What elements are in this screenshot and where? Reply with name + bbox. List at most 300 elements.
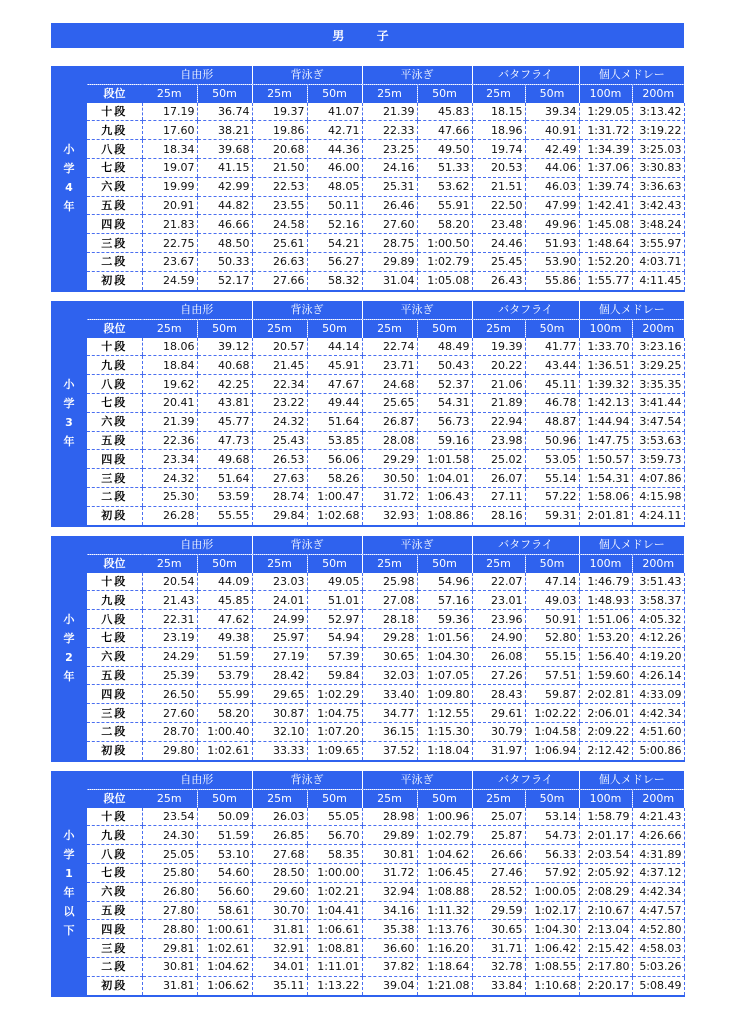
- table-row: [51, 976, 684, 995]
- time-cell: 1:02.29: [307, 685, 362, 704]
- time-cell: 2:10.67: [579, 901, 632, 920]
- level-label: 七段: [87, 158, 142, 177]
- time-cell: 1:21.08: [417, 976, 472, 995]
- time-cell: 53.79: [197, 666, 252, 685]
- time-cell: 22.36: [142, 431, 197, 450]
- time-cell: 40.68: [197, 356, 252, 375]
- time-cell: 1:13.76: [417, 920, 472, 939]
- time-cell: 59.84: [307, 666, 362, 685]
- level-label: 六段: [87, 412, 142, 431]
- distance-header: 100m: [579, 319, 632, 337]
- table-row: [51, 252, 684, 271]
- time-cell: 25.80: [142, 863, 197, 882]
- time-cell: 23.98: [472, 431, 525, 450]
- time-cell: 1:50.57: [579, 450, 632, 469]
- time-cell: 44.82: [197, 196, 252, 215]
- time-cell: 19.86: [252, 121, 307, 140]
- time-cell: 58.26: [307, 469, 362, 488]
- table-row: [51, 808, 684, 826]
- table-row: [51, 882, 684, 901]
- time-cell: 55.14: [525, 469, 579, 488]
- time-cell: 55.91: [417, 196, 472, 215]
- level-label: 七段: [87, 863, 142, 882]
- stroke-header: バタフライ: [472, 771, 579, 789]
- time-cell: 25.30: [142, 487, 197, 506]
- time-cell: 3:23.16: [632, 338, 684, 356]
- time-cell: 1:42.41: [579, 196, 632, 215]
- level-label: 初段: [87, 506, 142, 525]
- level-label: 五段: [87, 666, 142, 685]
- level-label: 九段: [87, 121, 142, 140]
- time-cell: 3:30.83: [632, 158, 684, 177]
- time-cell: 1:46.79: [579, 573, 632, 591]
- time-cell: 47.66: [417, 121, 472, 140]
- time-cell: 32.91: [252, 939, 307, 958]
- grade-label-char: 学: [63, 631, 75, 645]
- time-cell: 57.39: [307, 647, 362, 666]
- standards-table: [51, 66, 685, 292]
- grade-label-char: 下: [63, 923, 75, 937]
- time-cell: 3:19.22: [632, 121, 684, 140]
- grade-section: [51, 536, 684, 762]
- time-cell: 30.50: [362, 469, 417, 488]
- time-cell: 39.12: [197, 338, 252, 356]
- distance-header: 25m: [362, 789, 417, 807]
- time-cell: 1:31.72: [579, 121, 632, 140]
- time-cell: 26.08: [472, 647, 525, 666]
- distance-header: 50m: [417, 789, 472, 807]
- time-cell: 23.34: [142, 450, 197, 469]
- time-cell: 2:15.42: [579, 939, 632, 958]
- time-cell: 31.81: [252, 920, 307, 939]
- time-cell: 4:42.34: [632, 882, 684, 901]
- time-cell: 21.51: [472, 177, 525, 196]
- distance-header: 25m: [142, 84, 197, 102]
- stroke-header: 背泳ぎ: [252, 771, 362, 789]
- level-label: 九段: [87, 826, 142, 845]
- time-cell: 4:47.57: [632, 901, 684, 920]
- stroke-header: 背泳ぎ: [252, 301, 362, 319]
- header-row-strokes: [51, 301, 684, 319]
- time-cell: 2:02.81: [579, 685, 632, 704]
- time-cell: 1:04.62: [417, 845, 472, 864]
- table-row: [51, 412, 684, 431]
- time-cell: 56.06: [307, 450, 362, 469]
- time-cell: 52.97: [307, 610, 362, 629]
- time-cell: 22.31: [142, 610, 197, 629]
- distance-header: 100m: [579, 554, 632, 572]
- time-cell: 1:54.31: [579, 469, 632, 488]
- level-label: 七段: [87, 628, 142, 647]
- time-cell: 57.22: [525, 487, 579, 506]
- time-cell: 30.81: [142, 957, 197, 976]
- time-cell: 25.98: [362, 573, 417, 591]
- time-cell: 28.52: [472, 882, 525, 901]
- time-cell: 20.68: [252, 140, 307, 159]
- time-cell: 54.94: [307, 628, 362, 647]
- table-row: [51, 234, 684, 253]
- time-cell: 19.74: [472, 140, 525, 159]
- table-row: [51, 177, 684, 196]
- time-cell: 27.11: [472, 487, 525, 506]
- stroke-header: 背泳ぎ: [252, 66, 362, 84]
- time-cell: 28.74: [252, 487, 307, 506]
- table-row: [51, 722, 684, 741]
- time-cell: 56.27: [307, 252, 362, 271]
- time-cell: 59.36: [417, 610, 472, 629]
- time-cell: 1:02.79: [417, 252, 472, 271]
- time-cell: 3:55.97: [632, 234, 684, 253]
- time-cell: 35.38: [362, 920, 417, 939]
- time-cell: 28.70: [142, 722, 197, 741]
- time-cell: 4:33.09: [632, 685, 684, 704]
- time-cell: 56.33: [525, 845, 579, 864]
- time-cell: 1:00.05: [525, 882, 579, 901]
- time-cell: 5:00.86: [632, 741, 684, 760]
- table-row: [51, 393, 684, 412]
- table-row: [51, 469, 684, 488]
- time-cell: 22.07: [472, 573, 525, 591]
- time-cell: 23.54: [142, 808, 197, 826]
- table-row: [51, 121, 684, 140]
- time-cell: 26.63: [252, 252, 307, 271]
- level-label: 三段: [87, 704, 142, 723]
- time-cell: 24.59: [142, 271, 197, 290]
- time-cell: 21.89: [472, 393, 525, 412]
- distance-header: 25m: [142, 319, 197, 337]
- time-cell: 29.65: [252, 685, 307, 704]
- time-cell: 1:04.75: [307, 704, 362, 723]
- time-cell: 1:07.05: [417, 666, 472, 685]
- time-cell: 24.90: [472, 628, 525, 647]
- level-label: 二段: [87, 487, 142, 506]
- distance-header: 25m: [252, 319, 307, 337]
- time-cell: 1:02.22: [525, 704, 579, 723]
- time-cell: 1:18.64: [417, 957, 472, 976]
- time-cell: 27.66: [252, 271, 307, 290]
- time-cell: 30.87: [252, 704, 307, 723]
- time-cell: 20.22: [472, 356, 525, 375]
- level-label: 六段: [87, 882, 142, 901]
- time-cell: 25.31: [362, 177, 417, 196]
- time-cell: 24.32: [142, 469, 197, 488]
- time-cell: 51.33: [417, 158, 472, 177]
- time-cell: 32.93: [362, 506, 417, 525]
- time-cell: 59.16: [417, 431, 472, 450]
- level-label: 八段: [87, 845, 142, 864]
- time-cell: 23.71: [362, 356, 417, 375]
- time-cell: 28.75: [362, 234, 417, 253]
- level-label: 六段: [87, 647, 142, 666]
- time-cell: 48.05: [307, 177, 362, 196]
- level-label: 八段: [87, 375, 142, 394]
- time-cell: 46.00: [307, 158, 362, 177]
- time-cell: 21.50: [252, 158, 307, 177]
- distance-header: 100m: [579, 84, 632, 102]
- time-cell: 26.80: [142, 882, 197, 901]
- distance-header: 50m: [307, 84, 362, 102]
- time-cell: 40.91: [525, 121, 579, 140]
- time-cell: 25.39: [142, 666, 197, 685]
- time-cell: 24.58: [252, 215, 307, 234]
- time-cell: 28.18: [362, 610, 417, 629]
- distance-header: 25m: [362, 84, 417, 102]
- time-cell: 29.60: [252, 882, 307, 901]
- table-row: [51, 920, 684, 939]
- time-cell: 2:13.04: [579, 920, 632, 939]
- time-cell: 22.75: [142, 234, 197, 253]
- time-cell: 1:08.81: [307, 939, 362, 958]
- time-cell: 52.16: [307, 215, 362, 234]
- time-cell: 1:47.75: [579, 431, 632, 450]
- time-cell: 24.46: [472, 234, 525, 253]
- table-row: [51, 431, 684, 450]
- grade-label-char: 1: [65, 866, 73, 880]
- time-cell: 51.59: [197, 826, 252, 845]
- grade-label: [51, 771, 87, 996]
- time-cell: 3:58.37: [632, 591, 684, 610]
- time-cell: 45.11: [525, 375, 579, 394]
- time-cell: 41.07: [307, 103, 362, 121]
- time-cell: 50.11: [307, 196, 362, 215]
- time-cell: 18.06: [142, 338, 197, 356]
- time-cell: 4:12.26: [632, 628, 684, 647]
- time-cell: 1:04.30: [525, 920, 579, 939]
- time-cell: 30.65: [472, 920, 525, 939]
- time-cell: 25.05: [142, 845, 197, 864]
- time-cell: 24.16: [362, 158, 417, 177]
- time-cell: 20.53: [472, 158, 525, 177]
- time-cell: 39.04: [362, 976, 417, 995]
- time-cell: 22.34: [252, 375, 307, 394]
- time-cell: 4:26.66: [632, 826, 684, 845]
- header-blank: [87, 66, 142, 84]
- time-cell: 28.98: [362, 808, 417, 826]
- time-cell: 1:59.60: [579, 666, 632, 685]
- time-cell: 1:55.77: [579, 271, 632, 290]
- time-cell: 3:41.44: [632, 393, 684, 412]
- time-cell: 47.67: [307, 375, 362, 394]
- grade-label-char: 年: [63, 669, 75, 683]
- time-cell: 26.87: [362, 412, 417, 431]
- stroke-header: 個人メドレー: [579, 771, 684, 789]
- header-blank: [87, 536, 142, 554]
- time-cell: 23.22: [252, 393, 307, 412]
- distance-header: 100m: [579, 789, 632, 807]
- stroke-header: 自由形: [142, 66, 252, 84]
- table-row: [51, 741, 684, 760]
- grade-label-char: 年: [63, 199, 75, 213]
- level-label: 三段: [87, 234, 142, 253]
- stroke-header: 平泳ぎ: [362, 301, 472, 319]
- distance-header: 50m: [525, 789, 579, 807]
- grade-label-char: 年: [63, 434, 75, 448]
- grade-label: [51, 536, 87, 761]
- time-cell: 4:03.71: [632, 252, 684, 271]
- time-cell: 47.73: [197, 431, 252, 450]
- distance-header: 25m: [472, 789, 525, 807]
- stroke-header: バタフライ: [472, 536, 579, 554]
- distance-header: 50m: [417, 84, 472, 102]
- table-row: [51, 901, 684, 920]
- time-cell: 4:42.34: [632, 704, 684, 723]
- level-label: 五段: [87, 431, 142, 450]
- header-blank: [87, 771, 142, 789]
- time-cell: 38.21: [197, 121, 252, 140]
- stroke-header: 背泳ぎ: [252, 536, 362, 554]
- time-cell: 1:00.50: [417, 234, 472, 253]
- table-row: [51, 666, 684, 685]
- level-label: 九段: [87, 591, 142, 610]
- time-cell: 52.37: [417, 375, 472, 394]
- time-cell: 28.80: [142, 920, 197, 939]
- table-row: [51, 647, 684, 666]
- time-cell: 28.42: [252, 666, 307, 685]
- time-cell: 1:02.79: [417, 826, 472, 845]
- time-cell: 1:29.05: [579, 103, 632, 121]
- distance-header: 25m: [472, 84, 525, 102]
- time-cell: 24.99: [252, 610, 307, 629]
- stroke-header: 平泳ぎ: [362, 771, 472, 789]
- table-row: [51, 573, 684, 591]
- time-cell: 22.74: [362, 338, 417, 356]
- time-cell: 4:21.43: [632, 808, 684, 826]
- time-cell: 31.72: [362, 863, 417, 882]
- time-cell: 32.03: [362, 666, 417, 685]
- time-cell: 18.15: [472, 103, 525, 121]
- time-cell: 1:58.79: [579, 808, 632, 826]
- time-cell: 4:24.11: [632, 506, 684, 525]
- time-cell: 52.17: [197, 271, 252, 290]
- distance-header: 25m: [362, 319, 417, 337]
- time-cell: 29.89: [362, 826, 417, 845]
- time-cell: 24.68: [362, 375, 417, 394]
- time-cell: 42.99: [197, 177, 252, 196]
- time-cell: 26.28: [142, 506, 197, 525]
- time-cell: 41.15: [197, 158, 252, 177]
- time-cell: 4:07.86: [632, 469, 684, 488]
- time-cell: 55.15: [525, 647, 579, 666]
- time-cell: 56.60: [197, 882, 252, 901]
- time-cell: 1:06.62: [197, 976, 252, 995]
- time-cell: 1:39.32: [579, 375, 632, 394]
- time-cell: 24.29: [142, 647, 197, 666]
- time-cell: 29.81: [142, 939, 197, 958]
- header-row-distances: [51, 554, 684, 572]
- time-cell: 54.96: [417, 573, 472, 591]
- time-cell: 34.16: [362, 901, 417, 920]
- time-cell: 1:42.13: [579, 393, 632, 412]
- level-label: 四段: [87, 685, 142, 704]
- time-cell: 18.96: [472, 121, 525, 140]
- time-cell: 1:06.43: [417, 487, 472, 506]
- grade-section: [51, 301, 684, 527]
- time-cell: 26.03: [252, 808, 307, 826]
- time-cell: 44.14: [307, 338, 362, 356]
- table-row: [51, 487, 684, 506]
- distance-header: 50m: [307, 789, 362, 807]
- distance-header: 25m: [142, 789, 197, 807]
- time-cell: 1:39.74: [579, 177, 632, 196]
- distance-header: 50m: [197, 84, 252, 102]
- time-cell: 3:59.73: [632, 450, 684, 469]
- time-cell: 3:53.63: [632, 431, 684, 450]
- time-cell: 49.44: [307, 393, 362, 412]
- time-cell: 1:53.20: [579, 628, 632, 647]
- time-cell: 2:09.22: [579, 722, 632, 741]
- time-cell: 25.45: [472, 252, 525, 271]
- level-label: 初段: [87, 741, 142, 760]
- time-cell: 30.79: [472, 722, 525, 741]
- time-cell: 3:51.43: [632, 573, 684, 591]
- time-cell: 49.03: [525, 591, 579, 610]
- time-cell: 23.67: [142, 252, 197, 271]
- distance-header: 50m: [417, 554, 472, 572]
- time-cell: 3:47.54: [632, 412, 684, 431]
- table-row: [51, 628, 684, 647]
- time-cell: 27.63: [252, 469, 307, 488]
- level-label: 八段: [87, 610, 142, 629]
- time-cell: 29.89: [362, 252, 417, 271]
- time-cell: 31.81: [142, 976, 197, 995]
- level-label: 六段: [87, 177, 142, 196]
- time-cell: 32.10: [252, 722, 307, 741]
- time-cell: 1:05.08: [417, 271, 472, 290]
- distance-header: 25m: [472, 319, 525, 337]
- distance-header: 25m: [252, 789, 307, 807]
- time-cell: 23.55: [252, 196, 307, 215]
- time-cell: 29.29: [362, 450, 417, 469]
- grade-label-char: 学: [63, 396, 75, 410]
- grade-label-char: 小: [63, 142, 75, 156]
- time-cell: 1:06.94: [525, 741, 579, 760]
- time-cell: 27.60: [142, 704, 197, 723]
- time-cell: 23.03: [252, 573, 307, 591]
- table-row: [51, 957, 684, 976]
- time-cell: 45.83: [417, 103, 472, 121]
- grade-label-char: 小: [63, 828, 75, 842]
- time-cell: 1:08.86: [417, 506, 472, 525]
- distance-header: 200m: [632, 789, 684, 807]
- grade-label-char: 学: [63, 847, 75, 861]
- time-cell: 58.20: [197, 704, 252, 723]
- time-cell: 43.81: [197, 393, 252, 412]
- distance-header: 50m: [525, 554, 579, 572]
- distance-header: 200m: [632, 84, 684, 102]
- distance-header: 50m: [197, 554, 252, 572]
- time-cell: 1:18.04: [417, 741, 472, 760]
- grade-label-char: 小: [63, 612, 75, 626]
- header-row-strokes: [51, 771, 684, 789]
- time-cell: 50.91: [525, 610, 579, 629]
- time-cell: 1:00.96: [417, 808, 472, 826]
- time-cell: 46.03: [525, 177, 579, 196]
- time-cell: 18.84: [142, 356, 197, 375]
- time-cell: 47.99: [525, 196, 579, 215]
- time-cell: 22.50: [472, 196, 525, 215]
- time-cell: 53.59: [197, 487, 252, 506]
- time-cell: 19.07: [142, 158, 197, 177]
- time-cell: 1:09.80: [417, 685, 472, 704]
- stroke-header: 自由形: [142, 301, 252, 319]
- time-cell: 21.39: [362, 103, 417, 121]
- time-cell: 1:07.20: [307, 722, 362, 741]
- table-row: [51, 450, 684, 469]
- time-cell: 53.62: [417, 177, 472, 196]
- table-row: [51, 375, 684, 394]
- time-cell: 48.50: [197, 234, 252, 253]
- distance-header: 50m: [525, 319, 579, 337]
